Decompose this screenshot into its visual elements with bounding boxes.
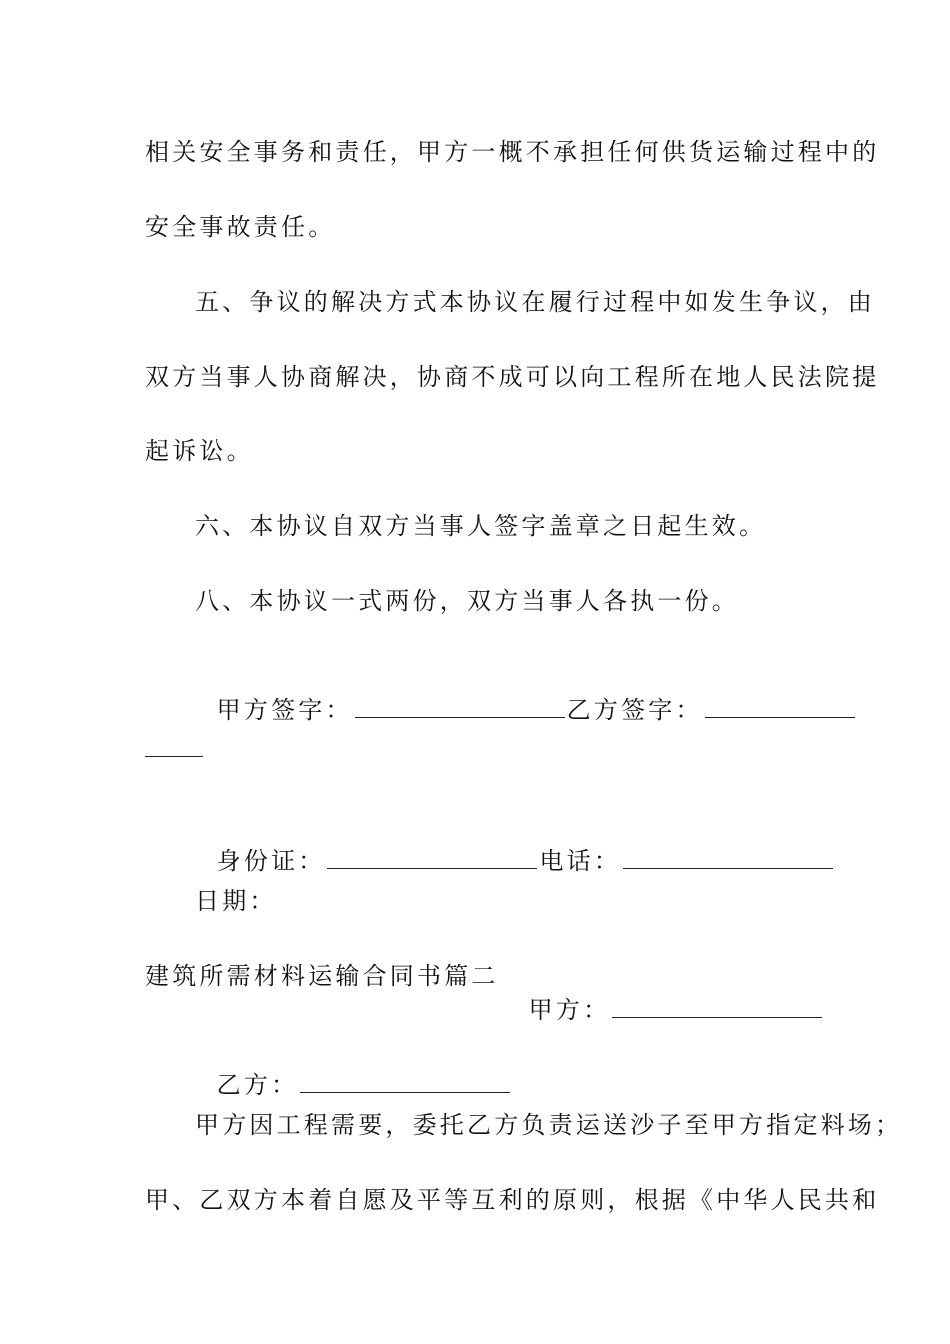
paragraph-line: 安全事故责任。 [145,213,336,241]
party-b-label: 乙方： [216,1071,299,1099]
signature-line-continuation [145,756,203,757]
party-a-field[interactable] [612,995,822,1018]
party-b-row [195,1034,950,1099]
paragraph-line: 甲方因工程需要，委托乙方负责运送沙子至甲方指定料场； [195,1111,903,1139]
party-a-sign-label: 甲方签字： [216,696,353,724]
paragraph-line: 甲、乙双方本着自愿及平等互利的原则，根据《中华人民共和 [145,1186,880,1214]
id-label: 身份证： [216,847,326,875]
paragraph-line: 五、争议的解决方式本协议在履行过程中如发生争议，由 [195,288,875,316]
party-a-label: 甲方： [528,996,611,1024]
party-b-field[interactable] [300,1070,510,1093]
phone-label: 电话： [539,847,622,875]
party-b-sign-label: 乙方签字： [566,696,703,724]
date-label: 日期： [195,887,277,915]
id-field[interactable] [327,846,537,869]
section-title: 建筑所需材料运输合同书篇二 [145,962,499,990]
paragraph-line: 起诉讼。 [145,437,254,465]
signature-row [195,659,950,724]
phone-field[interactable] [623,846,833,869]
id-phone-row [195,810,950,875]
paragraph-line: 八、本协议一式两份，双方当事人各执一份。 [195,587,739,615]
paragraph-line: 相关安全事务和责任，甲方一概不承担任何供货运输过程中的 [145,138,880,166]
paragraph-line: 六、本协议自双方当事人签字盖章之日起生效。 [195,512,767,540]
party-a-row [507,959,950,1024]
party-b-signature-field[interactable] [705,695,855,718]
paragraph-line: 双方当事人协商解决，协商不成可以向工程所在地人民法院提 [145,363,880,391]
party-a-signature-field[interactable] [355,695,565,718]
